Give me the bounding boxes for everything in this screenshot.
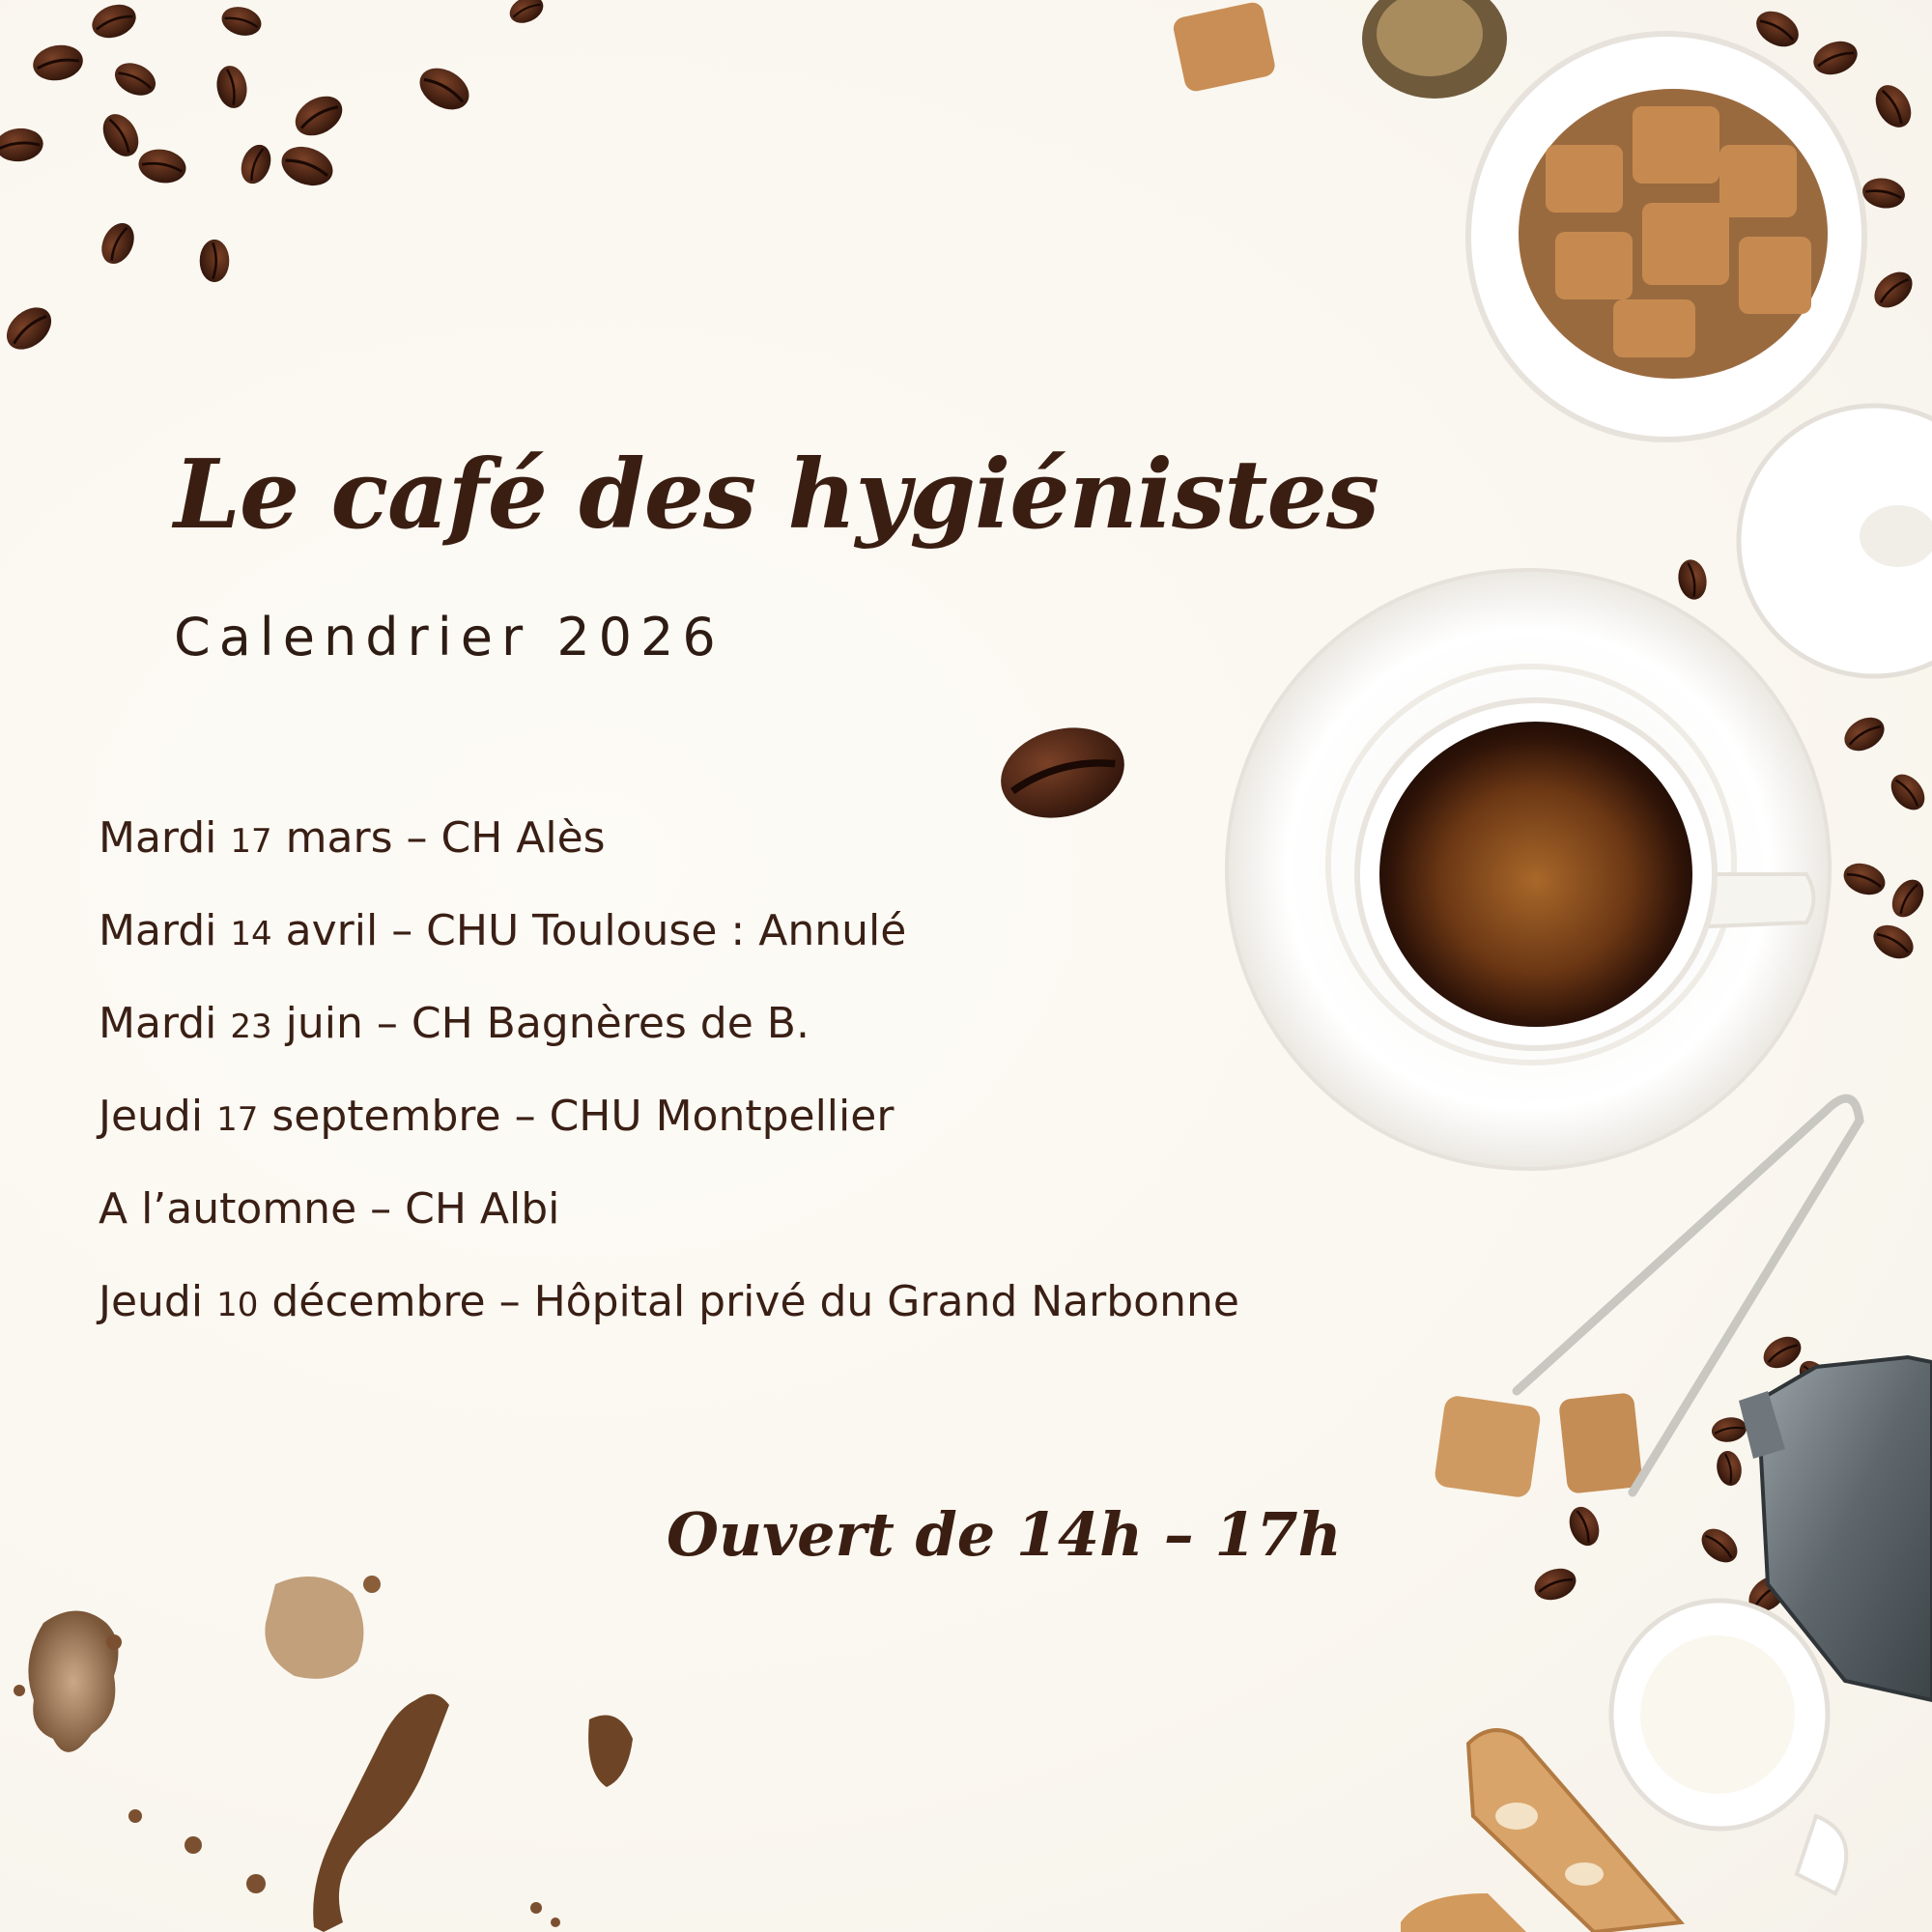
- list-item: [99, 904, 1239, 997]
- event-weekday: Mardi: [99, 906, 217, 955]
- event-day: 14: [230, 915, 272, 953]
- list-item: [99, 811, 1239, 904]
- event-detail: avril – CHU Toulouse : Annulé: [285, 906, 907, 955]
- event-weekday: Mardi: [99, 999, 217, 1048]
- event-detail: mars – CH Alès: [285, 813, 606, 863]
- event-day: 17: [216, 1100, 259, 1139]
- spoon-icon: [1362, 0, 1507, 99]
- coffee-cup-icon: [1227, 570, 1830, 1169]
- event-detail: décembre – Hôpital privé du Grand Narbonne: [271, 1277, 1239, 1326]
- event-list: [99, 811, 1239, 1368]
- list-item: [99, 1090, 1239, 1182]
- opening-hours: Ouvert de 14h – 17h: [667, 1499, 1342, 1570]
- poster-title: Le café des hygiénistes: [174, 440, 1379, 551]
- list-item: [99, 1275, 1239, 1368]
- milk-jug-icon: [1611, 1601, 1846, 1893]
- event-day: 17: [230, 822, 272, 861]
- coffee-bean-icon: [0, 0, 1134, 831]
- event-weekday: Jeudi: [99, 1092, 204, 1141]
- poster-subtitle: Calendrier 2026: [174, 607, 724, 668]
- list-item: [99, 1182, 1239, 1275]
- event-weekday: Mardi: [99, 813, 217, 863]
- list-item: [99, 997, 1239, 1090]
- event-day: 10: [216, 1286, 259, 1324]
- event-weekday: Jeudi: [99, 1277, 204, 1326]
- event-detail: A l’automne – CH Albi: [99, 1184, 560, 1234]
- event-detail: juin – CH Bagnères de B.: [285, 999, 810, 1048]
- coffee-stain-icon: [14, 1576, 633, 1932]
- event-day: 23: [230, 1008, 272, 1046]
- event-detail: septembre – CHU Montpellier: [271, 1092, 895, 1141]
